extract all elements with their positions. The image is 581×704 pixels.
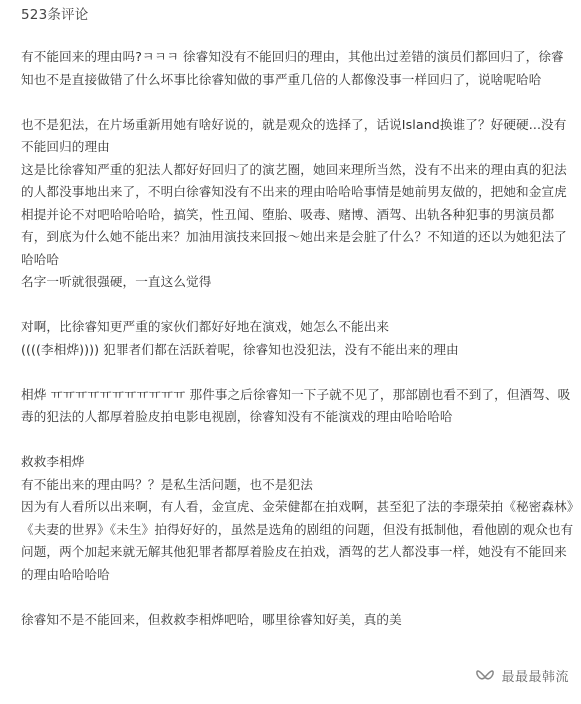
comment-text: 有不能出来的理由吗？？是私生活问题，也不是犯法	[21, 476, 313, 492]
comment-text: ((((李相烨)))) 犯罪者们都在活跃着呢，徐睿知也没犯法，没有不能出来的理由	[21, 341, 459, 357]
comment-item	[21, 384, 575, 429]
comment-text: 对啊，比徐睿知更严重的家伙们都好好地在演戏，她怎么不能出来	[21, 319, 390, 334]
comment-text: 有不能回来的理由吗?ㅋㅋㅋ 徐睿知没有不能回归的理由，其他出过差错的演员们都回归了，徐睿知也不是直接做错了什么坏事比徐睿知做的事严重几倍的人都像没事一样回归了，说啥呢哈哈	[21, 49, 564, 87]
wechat-channel-icon	[475, 665, 495, 685]
comment-item	[21, 316, 575, 361]
comment-text: 这是比徐睿知严重的犯法人都好好回归了的演艺圈，她回来理所当然，没有不出来的理由真的犯法的人都没事地出来了，不明白徐睿知没有不出来的理由哈哈哈事情是她前男友做的，把她和金宣虎相提并论不对吧哈哈哈哈，搞笑，性丑闻、堕胎、吸毒、赌博、酒驾、出轨各种犯事的男演员都有，到底为什么她不能出来？加油用演技来回报～她出来是会脏了什么？不知道的还以为她犯法了哈哈哈	[21, 161, 567, 267]
comment-count: 523条评论	[21, 7, 89, 23]
comment-text: 因为有人看所以出来啊，有人看，金宣虎、金荣健都在拍戏啊，甚至犯了法的李璟荣拍《秘密森林》《夫妻的世界》《未生》拍得好好的，虽然是选角的剧组的问题，但没有抵制他，看他剧的观众也有问题，两个加起来就无解其他犯罪者都厚着脸皮在拍戏，酒驾的艺人都没事一样，她没有不能回来的理由哈哈哈哈	[21, 499, 574, 582]
comment-text: 名字一听就很强硬，一直这么觉得	[21, 274, 212, 289]
comment-text: 相烨 ㅠㅠㅠㅠㅠㅠㅠㅠㅠㅠㅠ 那件事之后徐睿知一下子就不见了，那部剧也看不到了，但酒驾、吸毒的犯法的人都厚着脸皮拍电影电视剧，徐睿知没有不能演戏的理由哈哈哈哈	[21, 386, 571, 424]
watermark-text: 最最最韩流	[501, 669, 569, 685]
comment-text: 救救李相烨	[21, 454, 85, 469]
comment-text: 徐睿知不是不能回来，但救救李相烨吧哈，哪里徐睿知好美，真的美	[21, 611, 402, 627]
comment-item	[21, 46, 575, 91]
comment-item	[21, 609, 575, 632]
comment-text: 也不是犯法，在片场重新用她有啥好说的，就是观众的选择了，话说Island换谁了？好硬硬...没有不能回归的理由	[21, 116, 567, 154]
comment-item	[21, 114, 575, 294]
watermark	[473, 664, 571, 686]
comment-item	[21, 451, 575, 586]
